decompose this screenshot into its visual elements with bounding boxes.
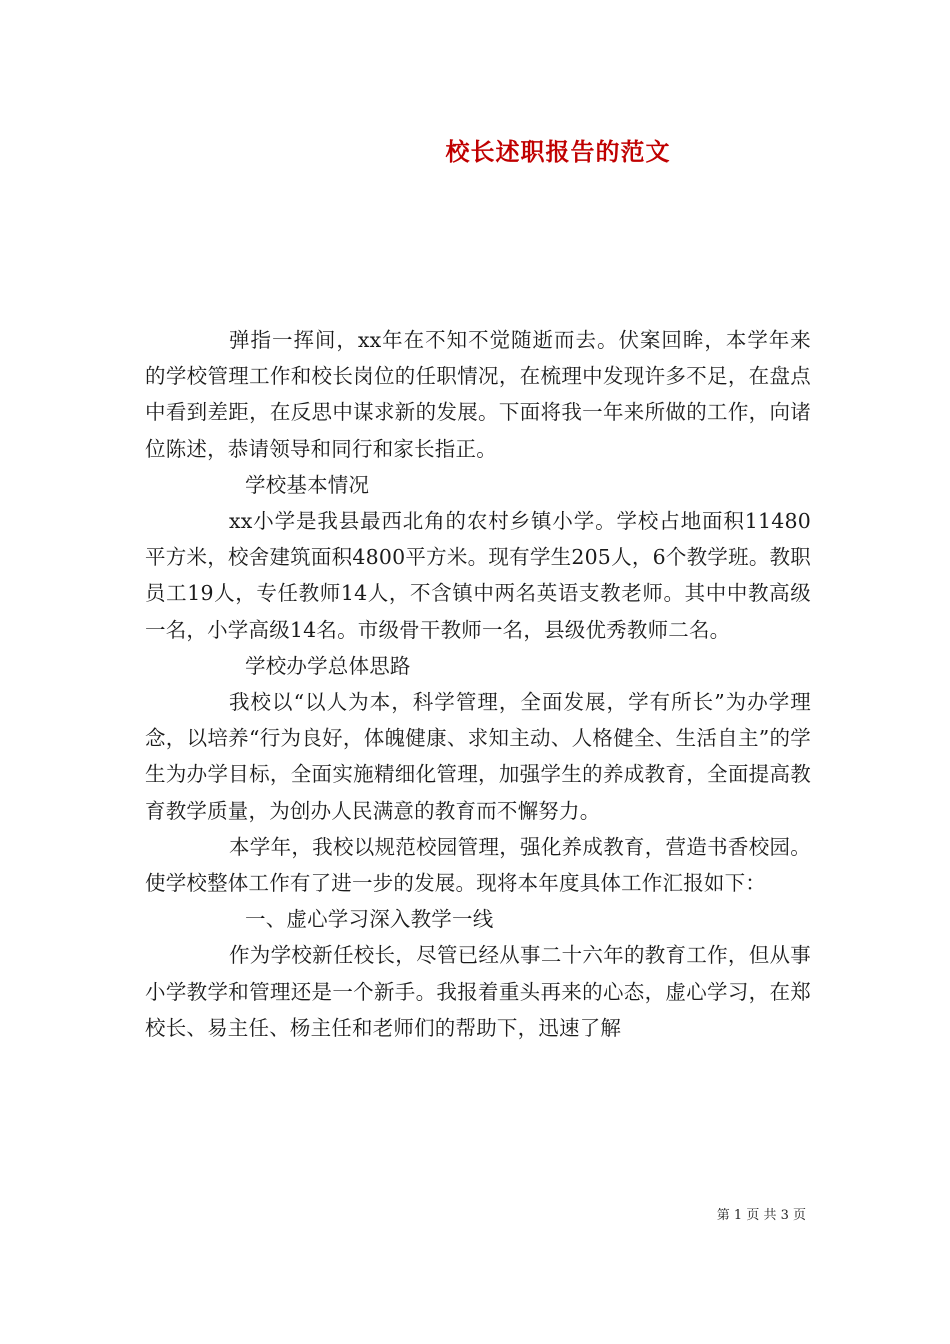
paragraph-intro: 弹指一挥间，xx年在不知不觉随逝而去。伏案回眸，本学年来的学校管理工作和校长岗位的任职情况，在梳理中发现许多不足，在盘点中看到差距，在反思中谋求新的发展。下面将我一年来所做的工作，向诸位陈述，恭请领导和同行和家长指正。 [145, 328, 811, 461]
paragraph-school-philosophy: 我校以“以人为本，科学管理，全面发展，学有所长”为办学理念，以培养“行为良好，体魄健康、求知主动、人格健全、生活自主”的学生为办学目标，全面实施精细化管理，加强学生的养成教育，全面提高教育教学质量，为创办人民满意的教育而不懈努力。 [145, 690, 811, 823]
paragraph-learning: 作为学校新任校长，尽管已经从事二十六年的教育工作，但从事小学教学和管理还是一个新手。我报着重头再来的心态，虚心学习，在郑校长、易主任、杨主任和老师们的帮助下，迅速了解 [145, 943, 811, 1040]
document-title: 校长述职报告的范文 [445, 137, 671, 166]
paragraph-basic-info: xx小学是我县最西北角的农村乡镇小学。学校占地面积11480平方米，校舍建筑面积4800平方米。现有学生205人，6个教学班。教职员工19人，专任教师14人，不含镇中两名英语支教老师。其中中教高级一名，小学高级14名。市级骨干教师一名，县级优秀教师二名。 [145, 509, 811, 642]
section-heading-school-philosophy: 学校办学总体思路 [245, 653, 411, 678]
document-body [145, 322, 811, 1046]
paragraph-year-summary: 本学年，我校以规范校园管理，强化养成教育，营造书香校园。使学校整体工作有了进一步的发展。现将本年度具体工作汇报如下： [145, 834, 811, 896]
section-heading-basic-info: 学校基本情况 [245, 472, 370, 497]
section-heading-learning: 一、虚心学习深入教学一线 [245, 907, 494, 932]
page-number-footer: 第 1 页 共 3 页 [716, 1208, 806, 1223]
